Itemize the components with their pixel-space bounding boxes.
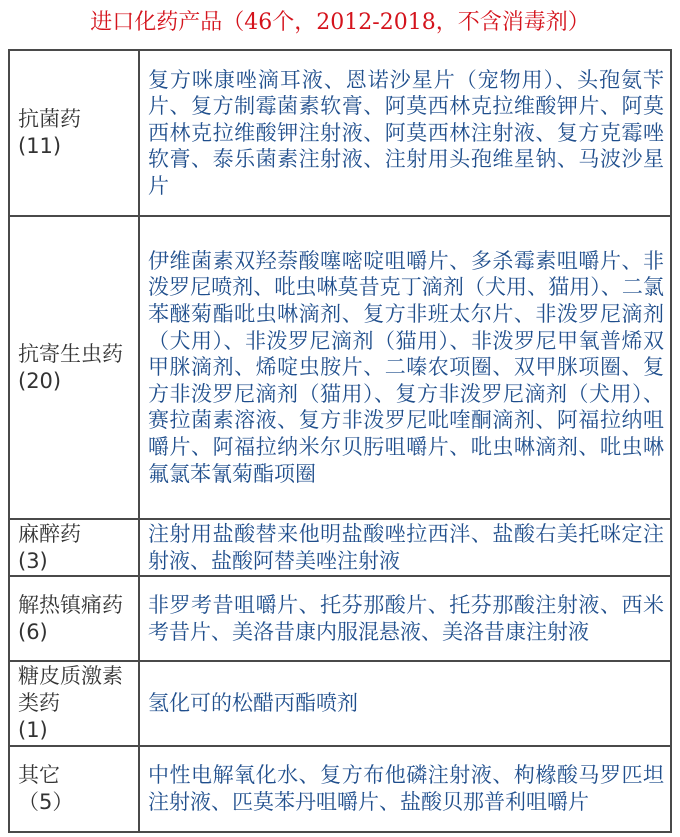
category-name: 抗寄生虫药	[18, 341, 123, 366]
category-cell	[9, 746, 139, 832]
category-name: 糖皮质激素类药	[18, 664, 123, 715]
items-cell: 复方咪康唑滴耳液、恩诺沙星片（宠物用）、头孢氨苄片、复方制霉菌素软膏、阿莫西林克拉维酸钾片、阿莫西林克拉维酸钾注射液、阿莫西林注射液、复方克霉唑软膏、泰乐菌素注射液、注射用头孢维星钠、马波沙星片	[139, 50, 671, 216]
category-cell	[9, 519, 139, 576]
category-name: 麻醉药	[18, 521, 81, 546]
category-count: (20)	[18, 368, 62, 393]
table-row	[9, 746, 671, 832]
category-name: 其它	[18, 763, 60, 787]
category-cell	[9, 661, 139, 746]
product-table	[8, 49, 672, 833]
items-cell: 中性电解氧化水、复方布他磷注射液、枸橼酸马罗匹坦注射液、匹莫苯丹咀嚼片、盐酸贝那普利咀嚼片	[139, 746, 671, 832]
table-row	[9, 661, 671, 746]
category-cell	[9, 50, 139, 216]
category-name: 抗菌药	[18, 107, 81, 131]
table-row	[9, 519, 671, 576]
category-count: (11)	[18, 134, 62, 158]
items-cell: 非罗考昔咀嚼片、托芬那酸片、托芬那酸注射液、西米考昔片、美洛昔康内服混悬液、美洛昔康注射液	[139, 576, 671, 661]
category-count: (1)	[18, 718, 48, 742]
table-row	[9, 50, 671, 216]
items-cell: 伊维菌素双羟萘酸噻嘧啶咀嚼片、多杀霉素咀嚼片、非泼罗尼喷剂、吡虫啉莫昔克丁滴剂（犬用、猫用）、二氯苯醚菊酯吡虫啉滴剂、复方非班太尔片、非泼罗尼滴剂（犬用）、非泼罗尼滴剂（猫用）、非泼罗尼甲氧普烯双甲脒滴剂、烯啶虫胺片、二嗪农项圈、双甲脒项圈、复方非泼罗尼滴剂（猫用）、复方非泼罗尼滴剂（犬用）、赛拉菌素溶液、复方非泼罗尼吡喹酮滴剂、阿福拉纳咀嚼片、阿福拉纳米尔贝肟咀嚼片、吡虫啉滴剂、吡虫啉氟氯苯氰菊酯项圈	[139, 216, 671, 519]
table-row	[9, 216, 671, 519]
category-cell	[9, 216, 139, 519]
category-count: (6)	[18, 619, 48, 644]
items-cell: 氢化可的松醋丙酯喷剂	[139, 661, 671, 746]
page-title: 进口化药产品（46个，2012-2018，不含消毒剂）	[90, 10, 590, 35]
table-row	[9, 576, 671, 661]
category-cell	[9, 576, 139, 661]
category-count: (3)	[18, 548, 48, 573]
category-count: （5）	[18, 790, 74, 814]
items-cell: 注射用盐酸替来他明盐酸唑拉西泮、盐酸右美托咪定注射液、盐酸阿替美唑注射液	[139, 519, 671, 576]
category-name: 解热镇痛药	[18, 592, 123, 617]
